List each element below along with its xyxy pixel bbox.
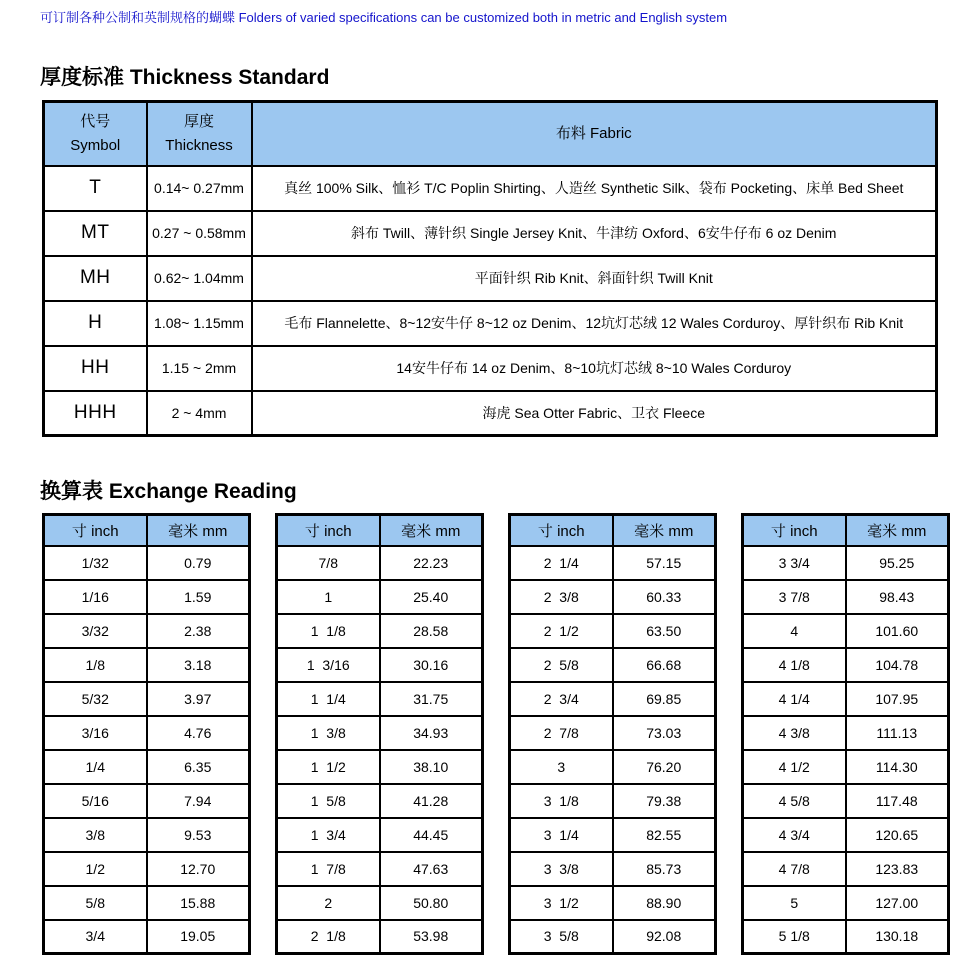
inch-cell: 5/32 — [44, 682, 147, 716]
exchange-row — [277, 546, 483, 580]
mm-cell: 4.76 — [147, 716, 250, 750]
exchange-row — [743, 716, 949, 750]
mm-cell: 3.97 — [147, 682, 250, 716]
mm-cell: 127.00 — [846, 886, 949, 920]
exchange-row — [743, 546, 949, 580]
exchange-table-head — [743, 515, 949, 546]
exchange-row — [510, 648, 716, 682]
exchange-table-head — [44, 515, 250, 546]
mm-column-header: 毫米 mm — [380, 515, 483, 546]
exchange-row — [277, 648, 483, 682]
thickness-row — [44, 166, 937, 211]
mm-cell: 60.33 — [613, 580, 716, 614]
mm-cell: 92.08 — [613, 920, 716, 954]
mm-cell: 2.38 — [147, 614, 250, 648]
thickness-row — [44, 211, 937, 256]
symbol-cell: MT — [44, 211, 147, 256]
exchange-row — [743, 818, 949, 852]
exchange-table-head — [277, 515, 483, 546]
thickness-cell: 1.15 ~ 2mm — [147, 346, 252, 391]
inch-cell: 4 5/8 — [743, 784, 846, 818]
inch-cell: 2 1/8 — [277, 920, 380, 954]
inch-cell: 2 3/4 — [510, 682, 613, 716]
exchange-row — [44, 580, 250, 614]
mm-cell: 69.85 — [613, 682, 716, 716]
exchange-row — [510, 716, 716, 750]
thickness-column-header — [147, 102, 252, 166]
exchange-row — [44, 818, 250, 852]
inch-cell: 4 1/8 — [743, 648, 846, 682]
exchange-table-body — [44, 546, 250, 954]
mm-cell: 30.16 — [380, 648, 483, 682]
fabric-cell: 毛布 Flannelette、8~12安牛仔 8~12 oz Denim、12坑灯芯绒 12 Wales Corduroy、厚针织布 Rib Knit — [252, 301, 937, 346]
exchange-row — [277, 818, 483, 852]
inch-cell: 1 7/8 — [277, 852, 380, 886]
symbol-cell: HHH — [44, 391, 147, 436]
mm-cell: 7.94 — [147, 784, 250, 818]
inch-cell: 5 — [743, 886, 846, 920]
inch-cell: 3 3/8 — [510, 852, 613, 886]
thickness-cell: 2 ~ 4mm — [147, 391, 252, 436]
mm-cell: 44.45 — [380, 818, 483, 852]
inch-cell: 1 3/4 — [277, 818, 380, 852]
exchange-row — [510, 682, 716, 716]
mm-cell: 34.93 — [380, 716, 483, 750]
inch-cell: 1 1/8 — [277, 614, 380, 648]
inch-cell: 1/4 — [44, 750, 147, 784]
inch-cell: 3 — [510, 750, 613, 784]
exchange-table-body — [277, 546, 483, 954]
thickness-row — [44, 301, 937, 346]
mm-cell: 15.88 — [147, 886, 250, 920]
mm-cell: 53.98 — [380, 920, 483, 954]
thickness-header-en: Thickness — [165, 136, 233, 154]
exchange-row — [510, 614, 716, 648]
exchange-row — [510, 886, 716, 920]
exchange-row — [277, 920, 483, 954]
exchange-row — [277, 750, 483, 784]
exchange-row — [277, 614, 483, 648]
exchange-table — [42, 513, 251, 955]
mm-cell: 50.80 — [380, 886, 483, 920]
exchange-table — [275, 513, 484, 955]
mm-cell: 123.83 — [846, 852, 949, 886]
inch-column-header: 寸 inch — [510, 515, 613, 546]
thickness-header-row — [44, 102, 937, 166]
exchange-row — [743, 580, 949, 614]
inch-cell: 1/16 — [44, 580, 147, 614]
inch-cell: 1 3/8 — [277, 716, 380, 750]
exchange-row — [44, 546, 250, 580]
inch-cell: 3 7/8 — [743, 580, 846, 614]
exchange-section-title: 换算表 Exchange Reading — [40, 480, 297, 503]
exchange-header-row — [277, 515, 483, 546]
symbol-cell: MH — [44, 256, 147, 301]
symbol-header-zh: 代号 — [80, 112, 111, 130]
exchange-row — [277, 682, 483, 716]
mm-cell: 28.58 — [380, 614, 483, 648]
exchange-table-body — [510, 546, 716, 954]
mm-cell: 95.25 — [846, 546, 949, 580]
inch-cell: 1 — [277, 580, 380, 614]
inch-cell: 2 1/2 — [510, 614, 613, 648]
exchange-row — [44, 886, 250, 920]
exchange-row — [44, 852, 250, 886]
exchange-row — [277, 852, 483, 886]
inch-cell: 2 5/8 — [510, 648, 613, 682]
thickness-row — [44, 256, 937, 301]
thickness-section-title: 厚度标准 Thickness Standard — [40, 66, 330, 89]
exchange-row — [743, 852, 949, 886]
mm-column-header: 毫米 mm — [846, 515, 949, 546]
mm-cell: 107.95 — [846, 682, 949, 716]
inch-cell: 2 1/4 — [510, 546, 613, 580]
thickness-row — [44, 346, 937, 391]
exchange-row — [44, 648, 250, 682]
mm-cell: 38.10 — [380, 750, 483, 784]
exchange-row — [510, 852, 716, 886]
exchange-row — [743, 614, 949, 648]
exchange-row — [510, 750, 716, 784]
inch-cell: 5/16 — [44, 784, 147, 818]
exchange-row — [44, 614, 250, 648]
symbol-column-header — [44, 102, 147, 166]
fabric-cell: 斜布 Twill、薄针织 Single Jersey Knit、牛津纺 Oxford、6安牛仔布 6 oz Denim — [252, 211, 937, 256]
inch-cell: 1 5/8 — [277, 784, 380, 818]
mm-cell: 117.48 — [846, 784, 949, 818]
mm-cell: 6.35 — [147, 750, 250, 784]
mm-cell: 12.70 — [147, 852, 250, 886]
fabric-cell: 平面针织 Rib Knit、斜面针织 Twill Knit — [252, 256, 937, 301]
mm-cell: 76.20 — [613, 750, 716, 784]
mm-cell: 9.53 — [147, 818, 250, 852]
inch-column-header: 寸 inch — [743, 515, 846, 546]
mm-cell: 3.18 — [147, 648, 250, 682]
inch-cell: 1 1/4 — [277, 682, 380, 716]
inch-cell: 3/4 — [44, 920, 147, 954]
inch-cell: 3/8 — [44, 818, 147, 852]
inch-cell: 1/32 — [44, 546, 147, 580]
mm-cell: 1.59 — [147, 580, 250, 614]
exchange-row — [510, 546, 716, 580]
inch-cell: 4 3/8 — [743, 716, 846, 750]
inch-cell: 3 1/8 — [510, 784, 613, 818]
inch-cell: 4 1/2 — [743, 750, 846, 784]
inch-cell: 2 3/8 — [510, 580, 613, 614]
exchange-row — [743, 682, 949, 716]
mm-cell: 47.63 — [380, 852, 483, 886]
inch-cell: 3 3/4 — [743, 546, 846, 580]
exchange-row — [510, 784, 716, 818]
mm-cell: 41.28 — [380, 784, 483, 818]
inch-column-header: 寸 inch — [277, 515, 380, 546]
mm-cell: 111.13 — [846, 716, 949, 750]
inch-cell: 3/16 — [44, 716, 147, 750]
mm-cell: 22.23 — [380, 546, 483, 580]
mm-cell: 0.79 — [147, 546, 250, 580]
inch-cell: 3 5/8 — [510, 920, 613, 954]
exchange-table-body — [743, 546, 949, 954]
inch-cell: 4 7/8 — [743, 852, 846, 886]
exchange-row — [510, 580, 716, 614]
exchange-row — [44, 920, 250, 954]
mm-column-header: 毫米 mm — [147, 515, 250, 546]
symbol-cell: H — [44, 301, 147, 346]
inch-cell: 5/8 — [44, 886, 147, 920]
thickness-cell: 0.62~ 1.04mm — [147, 256, 252, 301]
mm-cell: 19.05 — [147, 920, 250, 954]
exchange-table — [741, 513, 950, 955]
inch-cell: 7/8 — [277, 546, 380, 580]
exchange-header-row — [743, 515, 949, 546]
exchange-header-row — [510, 515, 716, 546]
exchange-tables — [42, 513, 980, 955]
exchange-row — [277, 886, 483, 920]
exchange-row — [44, 716, 250, 750]
exchange-row — [510, 818, 716, 852]
inch-cell: 3 1/2 — [510, 886, 613, 920]
mm-cell: 101.60 — [846, 614, 949, 648]
symbol-header-en: Symbol — [70, 136, 121, 154]
mm-cell: 25.40 — [380, 580, 483, 614]
inch-cell: 3 1/4 — [510, 818, 613, 852]
mm-cell: 98.43 — [846, 580, 949, 614]
exchange-table — [508, 513, 717, 955]
exchange-row — [277, 580, 483, 614]
symbol-cell: T — [44, 166, 147, 211]
exchange-row — [44, 784, 250, 818]
inch-cell: 2 7/8 — [510, 716, 613, 750]
fabric-cell: 海虎 Sea Otter Fabric、卫衣 Fleece — [252, 391, 937, 436]
inch-cell: 5 1/8 — [743, 920, 846, 954]
thickness-header-zh: 厚度 — [183, 112, 214, 130]
exchange-row — [44, 750, 250, 784]
exchange-header-row — [44, 515, 250, 546]
exchange-row — [44, 682, 250, 716]
exchange-row — [743, 648, 949, 682]
symbol-cell: HH — [44, 346, 147, 391]
mm-cell: 82.55 — [613, 818, 716, 852]
exchange-row — [510, 920, 716, 954]
inch-cell: 1/8 — [44, 648, 147, 682]
mm-cell: 120.65 — [846, 818, 949, 852]
fabric-cell: 14安牛仔布 14 oz Denim、8~10坑灯芯绒 8~10 Wales Corduroy — [252, 346, 937, 391]
exchange-row — [277, 716, 483, 750]
thickness-cell: 0.27 ~ 0.58mm — [147, 211, 252, 256]
thickness-cell: 0.14~ 0.27mm — [147, 166, 252, 211]
mm-cell: 57.15 — [613, 546, 716, 580]
mm-cell: 63.50 — [613, 614, 716, 648]
mm-cell: 104.78 — [846, 648, 949, 682]
exchange-table-head — [510, 515, 716, 546]
mm-column-header: 毫米 mm — [613, 515, 716, 546]
mm-cell: 79.38 — [613, 784, 716, 818]
mm-cell: 31.75 — [380, 682, 483, 716]
exchange-row — [277, 784, 483, 818]
thickness-cell: 1.08~ 1.15mm — [147, 301, 252, 346]
mm-cell: 88.90 — [613, 886, 716, 920]
exchange-row — [743, 886, 949, 920]
inch-cell: 1/2 — [44, 852, 147, 886]
exchange-row — [743, 920, 949, 954]
inch-column-header: 寸 inch — [44, 515, 147, 546]
inch-cell: 4 3/4 — [743, 818, 846, 852]
inch-cell: 4 — [743, 614, 846, 648]
thickness-table-body — [44, 166, 937, 436]
inch-cell: 1 1/2 — [277, 750, 380, 784]
thickness-row — [44, 391, 937, 436]
thickness-table — [42, 100, 938, 437]
inch-cell: 1 3/16 — [277, 648, 380, 682]
fabric-cell: 真丝 100% Silk、恤衫 T/C Poplin Shirting、人造丝 Synthetic Silk、袋布 Pocketing、床单 Bed Sheet — [252, 166, 937, 211]
exchange-row — [743, 750, 949, 784]
inch-cell: 3/32 — [44, 614, 147, 648]
inch-cell: 4 1/4 — [743, 682, 846, 716]
mm-cell: 66.68 — [613, 648, 716, 682]
mm-cell: 130.18 — [846, 920, 949, 954]
mm-cell: 114.30 — [846, 750, 949, 784]
inch-cell: 2 — [277, 886, 380, 920]
mm-cell: 73.03 — [613, 716, 716, 750]
exchange-row — [743, 784, 949, 818]
fabric-column-header: 布料 Fabric — [252, 102, 937, 166]
top-note: 可订制各种公制和英制规格的蝴蝶 Folders of varied specifications can be customized both in metric and English system — [40, 10, 728, 25]
mm-cell: 85.73 — [613, 852, 716, 886]
